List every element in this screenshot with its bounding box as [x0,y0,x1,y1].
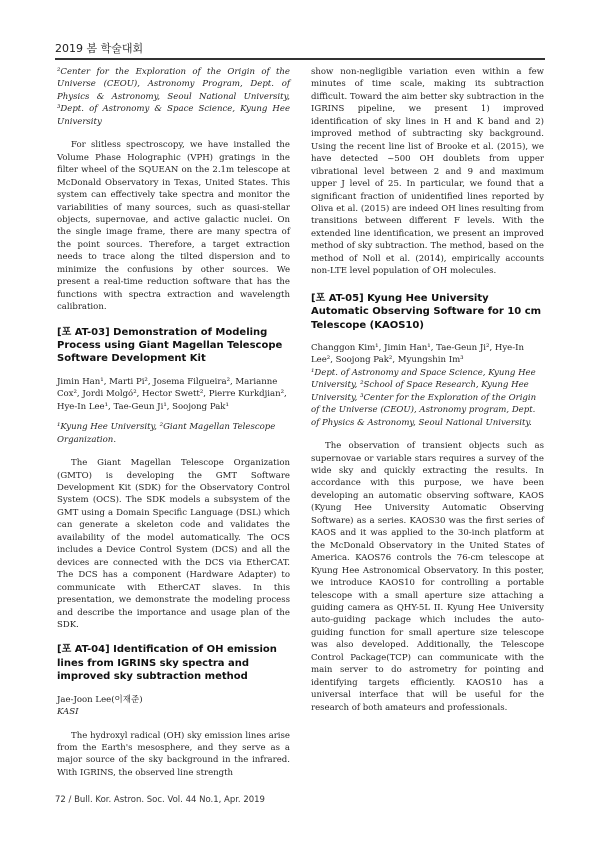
affiliations-top: ²Center for the Exploration of the Origin of the Universe (CEOU), Astronomy Program, Dept. of Physics & Astronomy, Seoul National University, ³Dept. of Astronomy & Space Science, Kyung Hee University [57,67,290,127]
authors-at04: Jae-Joon Lee(이재준) [57,694,143,705]
section-heading-at05: [포 AT-05] Kyung Hee University Automatic Observing Software for 10 cm Telescope (KAOS10) [311,292,542,331]
left-column [57,66,290,779]
affiliations-at04: KASI [57,707,79,718]
header-rule [55,58,545,60]
authors-at03: Jimin Han¹, Marti Pi², Josema Filgueira², Marianne Cox², Jordi Molgó², Hector Swett², Pierre Kurkdjian², Hye-In Lee¹, Tae-Geun Ji¹, Soojong Pak¹ [57,376,287,412]
abstract-at04-continued: show non-negligible variation even within a few minutes of time scale, making its subtraction difficult. Toward the aim better sky subtraction in the IGRINS pipeline, we present 1) improved identification of sky lines in H and K band and 2) improved method of subtracting sky background. Using the recent line list of Brooke et al. (2015), we have detected ~500 OH doublets from upper vibrational level between 2 and 9 and maximum upper J level of 25. In particular, we found that a significant fraction of unidentified lines reported by Oliva et al. (2015) are indeed OH lines resulting from transitions between different F levels. With the extended line identification, we present an improved method of sky subtraction. The method, based on the method of Noll et al. (2014), empirically accounts non-LTE level population of OH molecules. [311,67,544,277]
affiliations-at05: ¹Dept. of Astronomy and Space Science, Kyung Hee University, ²School of Space Research, Kyung Hee University, ³Center for the Exploration of the Origin of the Universe (CEOU), Astronomy program, Dept. of Physics & Astronomy, Seoul National University. [311,367,537,428]
affiliations-at03: ¹Kyung Hee University, ²Giant Magellan Telescope Organization. [57,422,276,445]
authors-at05: Changgon Kim¹, Jimin Han¹, Tae-Geun Ji², Hye-In Lee², Soojong Pak², Myungshin Im³ [311,342,524,366]
section-heading-at04: [포 AT-04] Identification of OH emission lines from IGRINS sky spectra and improved sky subtraction method [57,644,277,683]
page-footer: 72 / Bull. Kor. Astron. Soc. Vol. 44 No.1, Apr. 2019 [55,795,265,805]
abstract-paragraph: For slitless spectroscopy, we have installed the Volume Phase Holographic (VPH) gratings in the filter wheel of the SQUEAN on the 2.1m telescope at McDonald Observatory in Texas, United States. This system can effectively take spectra and monitor the variabilities of many sources, such as quasi-stellar objects, supernovae, and active galactic nuclei. On the single image frame, there are many spectra of the point sources. Therefore, a target extraction needs to trace along the tilted dispersion and to minimize the confusions by other sources. We present a real-time reduction software that has the functions with spectra extraction and wavelength calibration. [57,140,290,313]
section-heading-at03: [포 AT-03] Demonstration of Modeling Process using Giant Magellan Telescope Software Development Kit [57,326,283,365]
abstract-at04: The hydroxyl radical (OH) sky emission lines arise from the Earth's mesosphere, and they serve as a major source of the sky background in the infrared. With IGRINS, the observed line strength [57,730,290,778]
right-column [311,66,544,714]
abstract-at03: The Giant Magellan Telescope Organization (GMTO) is developing the GMT Software Development Kit (SDK) for the Observatory Control System (OCS). The SDK models a subsystem of the GMT using a Domain Specific Language (DSL) which can generate a skeleton code and validates the availability of the model automatically. The OCS includes a Device Control System (DCS) and all the devices are connected with the DCS via EtherCAT. The DCS has a component (Hardware Adapter) to communicate with EtherCAT slaves. In this presentation, we demonstrate the modeling process and describe the importance and usage plan of the SDK. [57,458,290,630]
abstract-at05: The observation of transient objects such as supernovae or variable stars requires a survey of the wide sky and quickly extracting the results. In accordance with this purpose, we have been developing an automatic observing software, KAOS (Kyung Hee University Automatic Observing Software) as a series. KAOS30 was the first series of KAOS and it was applied to the 30-inch platform at the McDonald Observatory in the United States of America. KAOS76 controls the 76-cm telescope at Kyung Hee Astronomical Observatory. In this poster, we introduce KAOS10 for controlling a portable telescope with a small aperture size attaching a guiding camera as QHY-5L II. Kyung Hee University auto-guiding package which includes the auto-guiding function for small aperture size telescope was also developed. Additionally, the Telescope Control Package(TCP) can communicate with the main server to do astrometry for pointing and identifying targets efficiently. KAOS10 has a universal interface that will be useful for the research of both amateurs and professionals. [311,441,544,713]
running-header: 2019 봄 학술대회 [55,42,144,55]
